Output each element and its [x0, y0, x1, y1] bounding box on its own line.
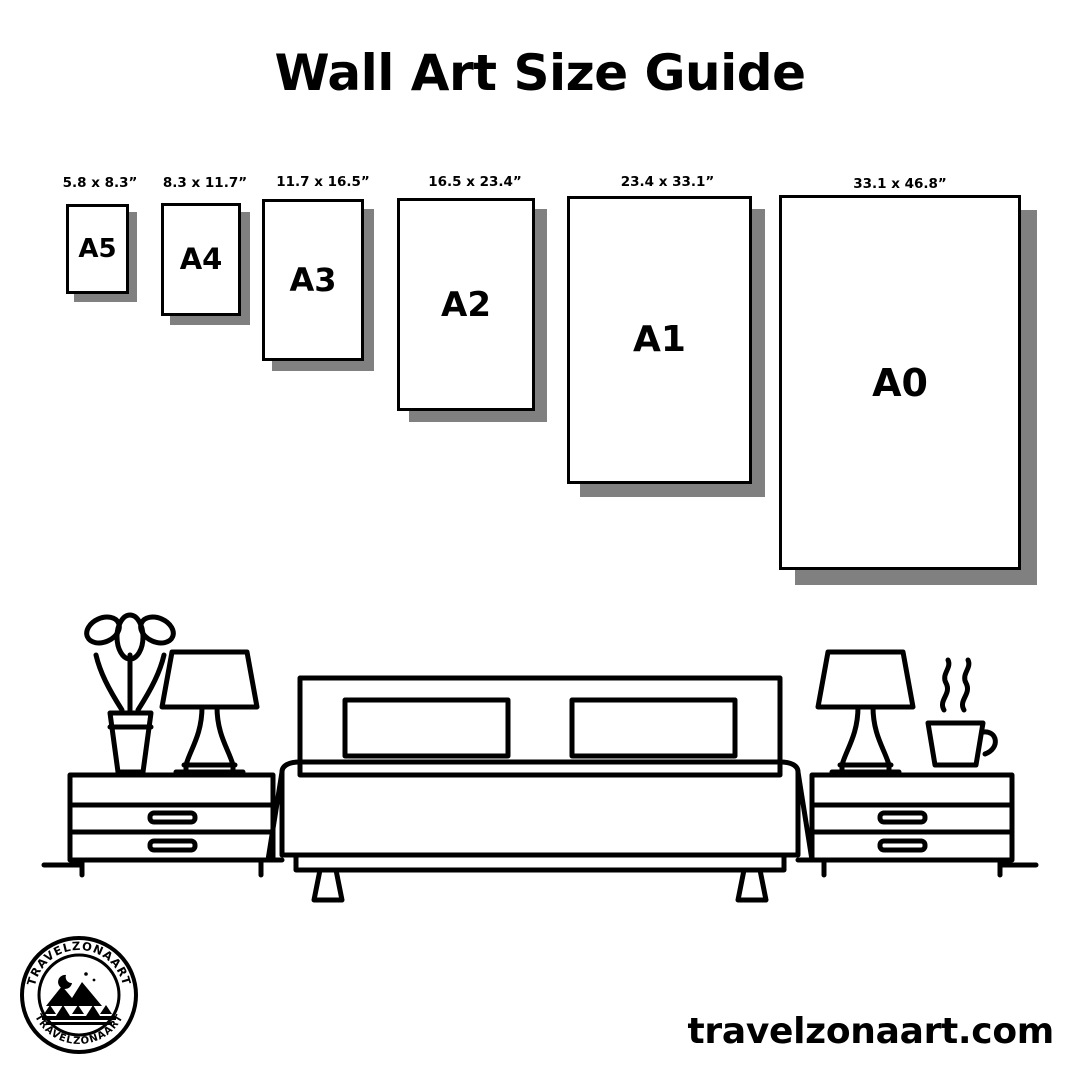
frame-label-a4: A4	[179, 242, 223, 276]
lamp-right	[818, 652, 913, 772]
bed	[268, 678, 812, 900]
brand-logo	[14, 930, 144, 1060]
frame-box-a1	[567, 196, 752, 484]
website-url: travelzonaart.com	[687, 1011, 1054, 1052]
frame-label-a0: A0	[872, 360, 928, 405]
frame-dims-a2: 16.5 x 23.4”	[428, 174, 522, 190]
frame-box-a0	[779, 195, 1021, 570]
logo-text-bottom: TRAVELZONAART	[32, 1012, 126, 1048]
nightstand-right	[812, 775, 1012, 875]
frame-label-a5: A5	[78, 234, 117, 264]
nightstand-left	[70, 775, 273, 875]
frame-label-a1: A1	[633, 319, 686, 360]
frame-dims-a4: 8.3 x 11.7”	[162, 175, 248, 191]
logo-trees-icon	[44, 1005, 112, 1016]
logo-star-icon	[84, 972, 88, 976]
frame-label-a2: A2	[441, 284, 491, 325]
frame-dims-a5: 5.8 x 8.3”	[62, 175, 138, 191]
frame-box-a4	[161, 203, 241, 316]
frame-dims-a0: 33.1 x 46.8”	[853, 176, 947, 192]
frame-dims-a3: 11.7 x 16.5”	[276, 174, 370, 190]
frame-box-a5	[66, 204, 129, 294]
frame-label-a3: A3	[289, 261, 337, 299]
coffee-cup	[928, 660, 995, 765]
page-title: Wall Art Size Guide	[274, 44, 806, 102]
logo-text-top: TRAVELZONAART	[24, 938, 134, 988]
logo-star-icon	[93, 979, 96, 982]
logo-ground	[46, 1022, 112, 1025]
frame-box-a3	[262, 199, 364, 361]
lamp-left	[162, 652, 257, 772]
frame-box-a2	[397, 198, 535, 411]
logo-mountain-icon	[46, 982, 102, 1006]
bedroom-illustration	[0, 560, 1080, 920]
logo-ground	[42, 1016, 116, 1020]
logo-moon-icon	[58, 975, 72, 989]
frame-dims-a1: 23.4 x 33.1”	[620, 174, 715, 190]
